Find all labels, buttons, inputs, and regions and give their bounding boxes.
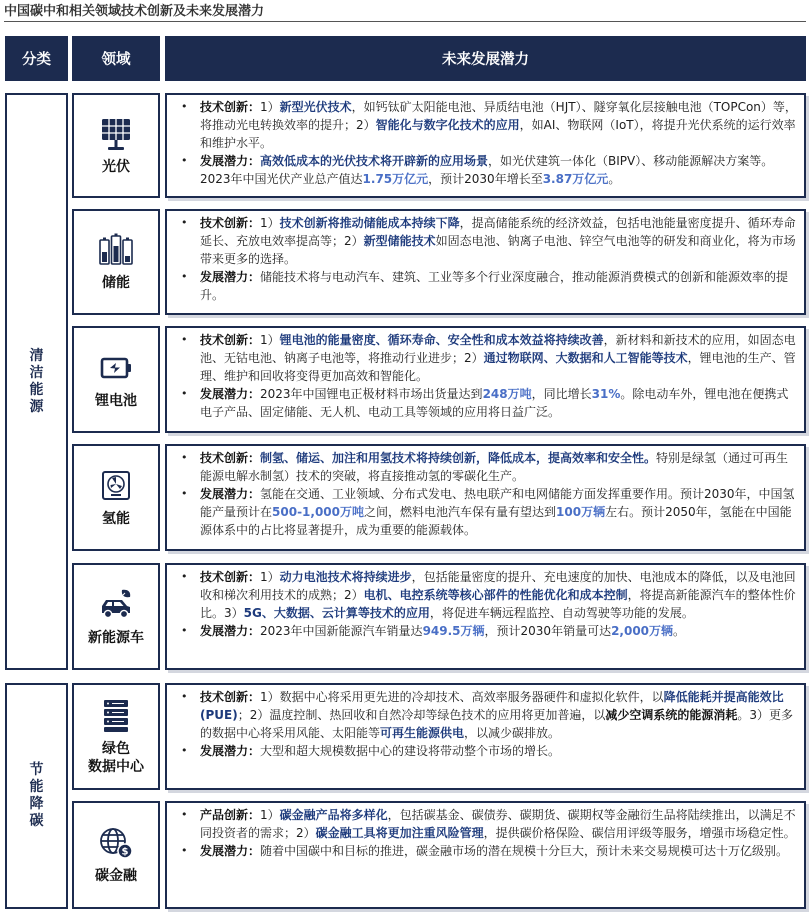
- field-datacenter-name-line2: 数据中心: [88, 758, 144, 775]
- highlight: 通过物联网、大数据和人工智能等技术: [483, 351, 688, 365]
- text: 1）: [260, 570, 280, 584]
- text: ；2）温度控制、热回收和自然冷却等绿色技术的应用将更加普遍，以: [237, 708, 606, 722]
- highlight: 减少空调系统的能源消耗: [605, 708, 738, 722]
- text: 。3）更多的数据中心将采用风能、太阳能等: [200, 708, 794, 740]
- field-carbon-finance-name: 碳金融: [95, 868, 137, 884]
- header-field: 领域: [72, 36, 160, 81]
- category-energy-saving-label: 节能降碳: [29, 762, 44, 829]
- highlight: 碳金融工具将更加注重风险管理: [315, 826, 484, 840]
- hydrogen-potential-bullet: [173, 485, 798, 539]
- highlight: 5G、大数据、云计算等技术的应用: [243, 606, 430, 620]
- text: ，如光伏建筑一体化（BIPV）、移动能源解决方案等。2023年中国光伏产业总产值达: [200, 154, 774, 186]
- number-value: 248万吨: [482, 387, 532, 401]
- label-potential: 发展潜力：: [200, 744, 261, 758]
- label-potential: 发展潜力：: [200, 487, 261, 501]
- hydrogen-fan-icon: [98, 468, 134, 504]
- svg-text:$: $: [121, 846, 129, 858]
- text: ，预计2030年增长至: [428, 172, 543, 186]
- number-value: 2,000万辆: [611, 624, 674, 638]
- field-datacenter: [72, 683, 160, 790]
- label-potential: 发展潜力：: [200, 624, 261, 638]
- field-storage: [72, 209, 160, 315]
- globe-finance-icon: [98, 825, 134, 861]
- battery-storage-icon: [98, 232, 134, 268]
- field-pv: [72, 93, 160, 198]
- nev-potential-bullet: [173, 622, 798, 640]
- label-tech: 技术创新：: [200, 100, 261, 114]
- hydrogen-tech-bullet: [173, 449, 798, 485]
- field-nev-name: 新能源车: [88, 629, 144, 646]
- number-value: 3.87万亿元: [542, 172, 609, 186]
- field-nev: [72, 563, 160, 670]
- highlight: 智能化与数字化技术的应用: [375, 118, 520, 132]
- text: ，预计2030年销量可达: [484, 624, 612, 638]
- field-lithium: [72, 326, 160, 433]
- highlight: 新型光伏技术: [279, 100, 352, 114]
- highlight: 动力电池技术将持续进步: [279, 570, 412, 584]
- label-product: 产品创新：: [200, 808, 261, 822]
- number-value: 100万辆: [556, 505, 606, 519]
- datacenter-tech-bullet: [173, 688, 798, 742]
- content-storage: [165, 209, 806, 315]
- field-pv-name: 光伏: [102, 158, 130, 175]
- text: ，同比增长: [531, 387, 592, 401]
- highlight: 电机、电控系统等核心部件的性能优化和成本控制: [363, 588, 628, 602]
- header-category: 分类: [5, 36, 68, 81]
- content-nev: [165, 563, 806, 670]
- text: 。除电动车外，锂电池在便携式电子产品、固定储能、无人机、电动工具等领域的应用将日益广泛。: [200, 387, 789, 419]
- field-storage-name: 储能: [102, 275, 130, 291]
- title-divider: [4, 21, 806, 22]
- label-potential: 发展潜力：: [200, 387, 261, 401]
- solar-panel-icon: [98, 116, 134, 152]
- text: 1）: [260, 808, 280, 822]
- text: ，将提高新能源汽车的整体性价比。3）: [200, 588, 796, 620]
- content-carbon-finance: [165, 801, 806, 909]
- text: 大型和超大规模数据中心的建设将带动整个市场的增长。: [260, 744, 561, 758]
- field-hydrogen: [72, 444, 160, 551]
- highlight: 降低能耗并提高能效比(PUE): [200, 690, 784, 722]
- content-hydrogen: [165, 444, 806, 551]
- label-tech: 技术创新：: [200, 690, 261, 704]
- electric-car-icon: [98, 587, 134, 623]
- number-value: 949.5万辆: [422, 624, 485, 638]
- label-potential: 发展潜力：: [200, 154, 261, 168]
- highlight: 制氢、储运、加注和用氢技术将持续创新，降低成本，提高效率和安全性。: [260, 451, 657, 465]
- number-value: 1.75万亿元: [362, 172, 429, 186]
- label-tech: 技术创新：: [200, 333, 261, 347]
- lithium-tech-bullet: [173, 331, 798, 385]
- highlight: 新型储能技术: [363, 234, 436, 248]
- label-tech: 技术创新：: [200, 451, 261, 465]
- category-clean-energy-label: 清洁能源: [29, 347, 44, 415]
- text: 随着中国碳中和目标的推进，碳金融市场的潜在规模十分巨大，预计未来交易规模可达十万亿级别。: [260, 844, 789, 858]
- field-datacenter-name-line1: 绿色: [102, 740, 130, 757]
- content-datacenter: [165, 683, 806, 790]
- text: ，包括能量密度的提升、充电速度的加快、电池成本的降低，以及电池回收和梯次利用技术的成熟；2）: [200, 570, 796, 602]
- storage-potential-bullet: [173, 268, 798, 304]
- number-value: 31%: [591, 387, 621, 401]
- content-pv: [165, 93, 806, 198]
- text: 如固态电池、钠离子电池、锌空气电池等的研发和商业化，将为市场带来更多的选择。: [200, 234, 796, 266]
- number-value: 500-1,000万吨: [272, 505, 365, 519]
- pv-tech-bullet: [173, 98, 798, 152]
- label-potential: 发展潜力：: [200, 844, 261, 858]
- text: ，如钙钛矿太阳能电池、异质结电池（HJT）、隧穿氧化层接触电池（TOPCon）等，将推动光电转换效率的提升；2）: [200, 100, 797, 132]
- text: 1）: [260, 216, 280, 230]
- text: ，包括碳基金、碳债券、碳期货、碳期权等金融衍生品将陆续推出，以满足不同投资者的需求；2）: [200, 808, 796, 840]
- text: ，提供碳价格保险、碳信用评级等服务，增强市场稳定性。: [483, 826, 796, 840]
- text: 氢能在交通、工业领域、分布式发电、热电联产和电网储能方面发挥重要作用。预计2030年，中国氢能产量预计在: [200, 487, 795, 519]
- text: ，以减少碳排放。: [464, 726, 561, 740]
- text: 。: [673, 624, 686, 638]
- text: ，锂电池的生产、管理、维护和回收将变得更加高效和智能化。: [200, 351, 796, 383]
- category-clean-energy: [5, 93, 68, 670]
- text: 1）: [260, 333, 280, 347]
- field-carbon-finance: [72, 801, 160, 909]
- text: 2023年中国锂电正极材料市场出货量达到: [260, 387, 483, 401]
- field-lithium-name: 锂电池: [95, 392, 137, 409]
- nev-tech-bullet: [173, 568, 798, 622]
- label-tech: 技术创新：: [200, 570, 261, 584]
- text: ，如AI、物联网（IoT），将提升光伏系统的运行效率和维护水平。: [200, 118, 796, 150]
- field-datacenter-name: [88, 740, 144, 776]
- server-rack-icon: [98, 698, 134, 734]
- text: 之间，燃料电池汽车保有量有望达到: [364, 505, 557, 519]
- page-title: 中国碳中和相关领域技术创新及未来发展潜力: [4, 4, 265, 19]
- label-tech: 技术创新：: [200, 216, 261, 230]
- text: 储能技术将与电动汽车、建筑、工业等多个行业深度融合，推动能源消费模式的创新和能源效率的提升。: [200, 270, 789, 302]
- highlight: 锂电池的能量密度、循环寿命、安全性和成本效益将持续改善: [279, 333, 604, 347]
- storage-tech-bullet: [173, 214, 798, 268]
- lithium-battery-icon: [98, 350, 134, 386]
- text: ，新材料和新技术的应用，如固态电池、无钴电池、钠离子电池等，将推动行业进步；2）: [200, 333, 796, 365]
- text: 左右。预计2050年，氢能在中国能源体系中的占比将显著提升，成为重要的能源载体。: [200, 505, 792, 537]
- category-energy-saving: [5, 683, 68, 909]
- text: 特别是绿氢（通过可再生能源电解水制氢）技术的突破，将直接推动氢的零碳化生产。: [200, 451, 789, 483]
- text: 1）数据中心将采用更先进的冷却技术、高效率服务器硬件和虚拟化软件，以: [260, 690, 664, 704]
- text: ，提高储能系统的经济效益，包括电池能量密度提升、循环寿命延长、充放电效率提高等；2）: [200, 216, 796, 248]
- carbon-finance-product-bullet: [173, 806, 798, 842]
- text: 2023年中国新能源汽车销量达: [260, 624, 423, 638]
- highlight: 碳金融产品将多样化: [279, 808, 388, 822]
- lithium-potential-bullet: [173, 385, 798, 421]
- datacenter-potential-bullet: [173, 742, 798, 760]
- label-potential: 发展潜力：: [200, 270, 261, 284]
- highlight: 高效低成本的光伏技术将开辟新的应用场景: [260, 154, 489, 168]
- highlight: 技术创新将推动储能成本持续下降: [279, 216, 460, 230]
- highlight: 可再生能源供电: [380, 726, 465, 740]
- header-potential: 未来发展潜力: [165, 36, 806, 81]
- text: 。: [608, 172, 621, 186]
- content-lithium: [165, 326, 806, 433]
- pv-potential-bullet: [173, 152, 798, 188]
- field-hydrogen-name: 氢能: [102, 510, 130, 527]
- carbon-finance-potential-bullet: [173, 842, 798, 860]
- text: 1）: [260, 100, 280, 114]
- text: ，将促进车辆远程监控、自动驾驶等功能的发展。: [429, 606, 694, 620]
